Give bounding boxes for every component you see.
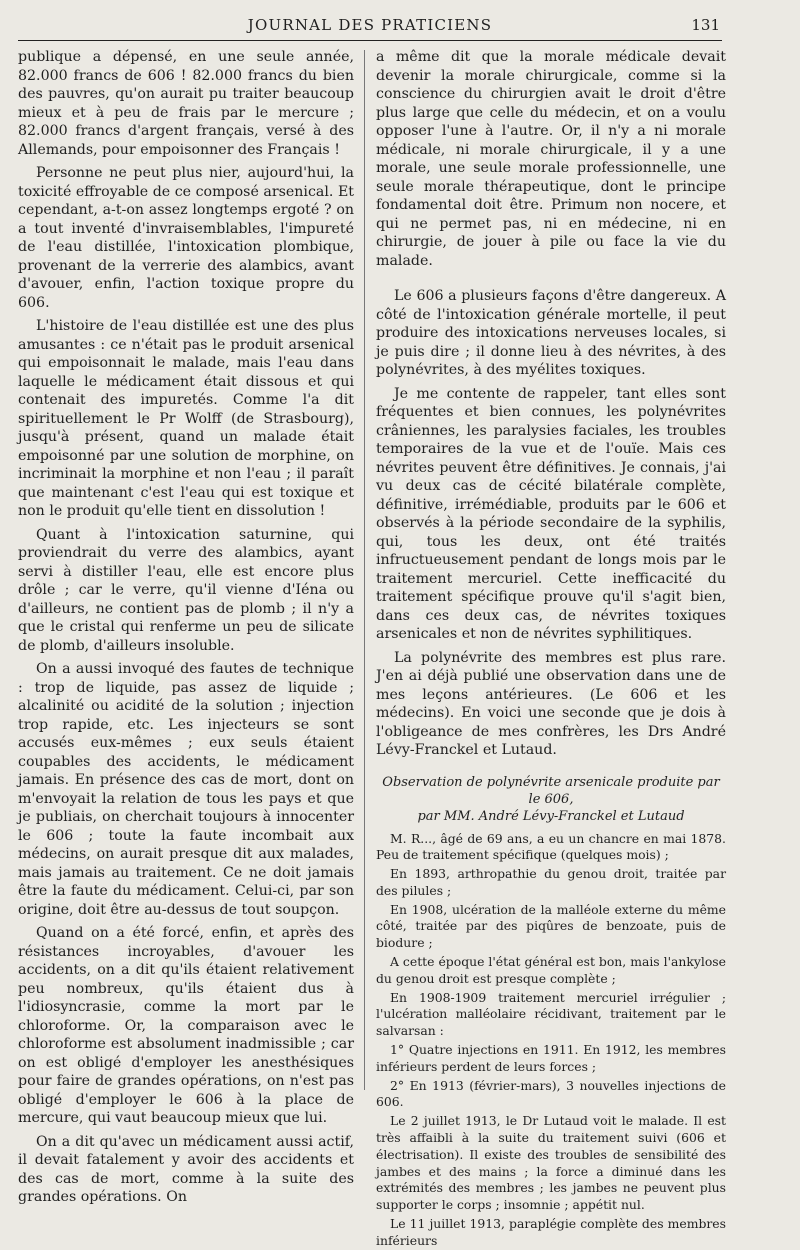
paragraph: La polynévrite des membres est plus rare. J'en ai déjà publié une observation dans une de mes leçons antérieures. (Le 606 et les médecins). En voici une seconde que je dois à l'obligeance de mes confrères, les Drs André Lévy-Franckel et Lutaud. [376,649,726,758]
observation-paragraph: 2° En 1913 (février-mars), 3 nouvelles injections de 606. [376,1077,726,1110]
observation-authors-line: par MM. André Lévy-Franckel et Lutaud [417,808,685,824]
section-gap [376,275,726,287]
column-divider [364,50,365,1090]
observation-paragraph: M. R..., âgé de 69 ans, a eu un chancre en mai 1878. Peu de traitement spécifique (quelques mois) ; [376,830,726,863]
observation-paragraph: En 1908-1909 traitement mercuriel irrégulier ; l'ulcération malléolaire récidivant, traitement par le salvarsan : [376,989,726,1039]
observation-title-line: Observation de polynévrite arsenicale produite par le 606, [382,774,720,807]
paragraph: publique a dépensé, en une seule année, 82.000 francs de 606 ! 82.000 francs du bien des pauvres, qu'on aurait pu traiter beaucoup mieux et à peu de frais par le mercure ; 82.000 francs d'argent français, versé à des Allemands, pour empoisonner des Français ! [18,49,354,158]
page-number: 131 [691,16,720,34]
paragraph: L'histoire de l'eau distillée est une des plus amusantes : ce n'était pas le produit arsenical qui empoisonnait le malade, mais l'eau dans laquelle le médicament était dissous et qui contenait des impuretés. Comme l'a dit spirituellement le Pr Wolff (de Strasbourg), jusqu'à présent, quand un malade était empoisonné par une solution de morphine, on incriminait la morphine et non l'eau ; il paraît que maintenant c'est l'eau qui est toxique et non le produit qu'elle tient en dissolution ! [18,318,354,519]
paragraph: Je me contente de rappeler, tant elles sont fréquentes et bien connues, les polynévrites crâniennes, les paralysies faciales, les troubles temporaires de la vue et de l'ouïe. Mais ces névrites peuvent être définitives. Je connais, j'ai vu deux cas de cécité bilatérale complète, définitive, irrémédiable, produits par le 606 et observés à la période secondaire de la syphilis, qui, tous les deux, ont été traités infructueusement pendant de longs mois par le traitement mercuriel. Cette inefficacité du traitement spécifique prouve qu'il s'agit bien, dans ces deux cas, de névrites toxiques arsenicales et non de névrites syphilitiques. [376,385,726,642]
right-column [376,48,726,1248]
running-header [18,12,722,41]
observation-paragraph: A cette époque l'état général est bon, mais l'ankylose du genou droit est presque complète ; [376,954,726,986]
observation-section [376,774,726,1250]
paragraph: On a aussi invoqué des fautes de technique : trop de liquide, pas assez de liquide ; alcalinité ou acidité de la solution ; injection trop rapide, etc. Les injecteurs se sont accusés eux-mêmes ; eux seuls étaient coupables des accidents, le médicament jamais. En présence des cas de mort, dont on m'envoyait la relation de tous les pays et que je publiais, on cherchait toujours à innocenter le 606 ; toute la faute incombait aux médecins, on aurait presque dit aux malades, mais jamais au traitement. Ce ne doit jamais être la faute du médicament. Celui-ci, par son origine, doit être au-dessus de tout soupçon. [18,661,354,918]
journal-title: JOURNAL DES PRATICIENS [247,16,493,34]
paragraph: a même dit que la morale médicale devait devenir la morale chirurgicale, comme si la conscience du chirurgien avait le droit d'être plus large que celle du médecin, et on a voulu opposer l'une à l'autre. Or, il n'y a ni morale médicale, ni morale chirurgicale, il y a une morale, une seule morale professionnelle, une seule morale thérapeutique, dont le principe fondamental doit être. Primum non nocere, et qui ne permet pas, ni en médecine, ni en chirurgie, de jouer à pile ou face la vie du malade. [376,49,726,269]
observation-paragraph: En 1908, ulcération de la malléole externe du même côté, traitée par des piqûres de benzoate, puis de biodure ; [376,901,726,951]
left-column [18,48,354,1205]
observation-paragraph: En 1893, arthropathie du genou droit, traitée par des pilules ; [376,866,726,898]
observation-paragraph: Le 2 juillet 1913, le Dr Lutaud voit le malade. Il est très affaibli à la suite du traitement suivi (606 et électrisation). Il existe des troubles de sensibilité des jambes et des mains ; la force a diminué dans les extrémités des membres ; les jambes ne peuvent plus supporter le corps ; insomnie ; appétit nul. [376,1113,726,1213]
observation-paragraph: 1° Quatre injections en 1911. En 1912, les membres inférieurs perdent de leurs forces ; [376,1042,726,1074]
paragraph: On a dit qu'avec un médicament aussi actif, il devait fatalement y avoir des accidents et des cas de mort, comme à la suite des grandes opérations. On [18,1133,354,1205]
paragraph: Personne ne peut plus nier, aujourd'hui, la toxicité effroyable de ce composé arsenical. Et cependant, a-t-on assez longtemps ergoté ? on a tout inventé d'invraisemblables, l'impureté de l'eau distillée, l'intoxication plombique, provenant de la verrerie des alambics, avant d'avouer, enfin, l'action toxique propre du 606. [18,165,354,311]
paragraph: Quant à l'intoxication saturnine, qui proviendrait du verre des alambics, ayant servi à distiller l'eau, elle est encore plus drôle ; car le verre, qu'il vienne d'Iéna ou d'ailleurs, ne contient pas de plomb ; il n'y a que le cristal qui renferme un peu de silicate de plomb, d'ailleurs insoluble. [18,526,354,654]
paragraph: Le 606 a plusieurs façons d'être dangereux. A côté de l'intoxication générale mortelle, il peut produire des intoxications nerveuses locales, si je puis dire ; il donne lieu à des névrites, à des polynévrites, à des myélites toxiques. [376,288,726,378]
observation-paragraph: Le 11 juillet 1913, paraplégie complète des membres inférieurs [376,1216,726,1248]
observation-title [376,774,726,825]
paragraph: Quand on a été forcé, enfin, et après des résistances incroyables, d'avouer les accidents, on a dit qu'ils étaient relativement peu nombreux, qu'ils étaient dus à l'idiosyncrasie, comme la mort par le chloroforme. Or, la comparaison avec le chloroforme est absolument inadmissible ; car on est obligé d'employer les anesthésiques pour faire de grandes opérations, on n'est pas obligé d'employer le 606 à la place de mercure, qui vaut beaucoup mieux que lui. [18,925,354,1126]
